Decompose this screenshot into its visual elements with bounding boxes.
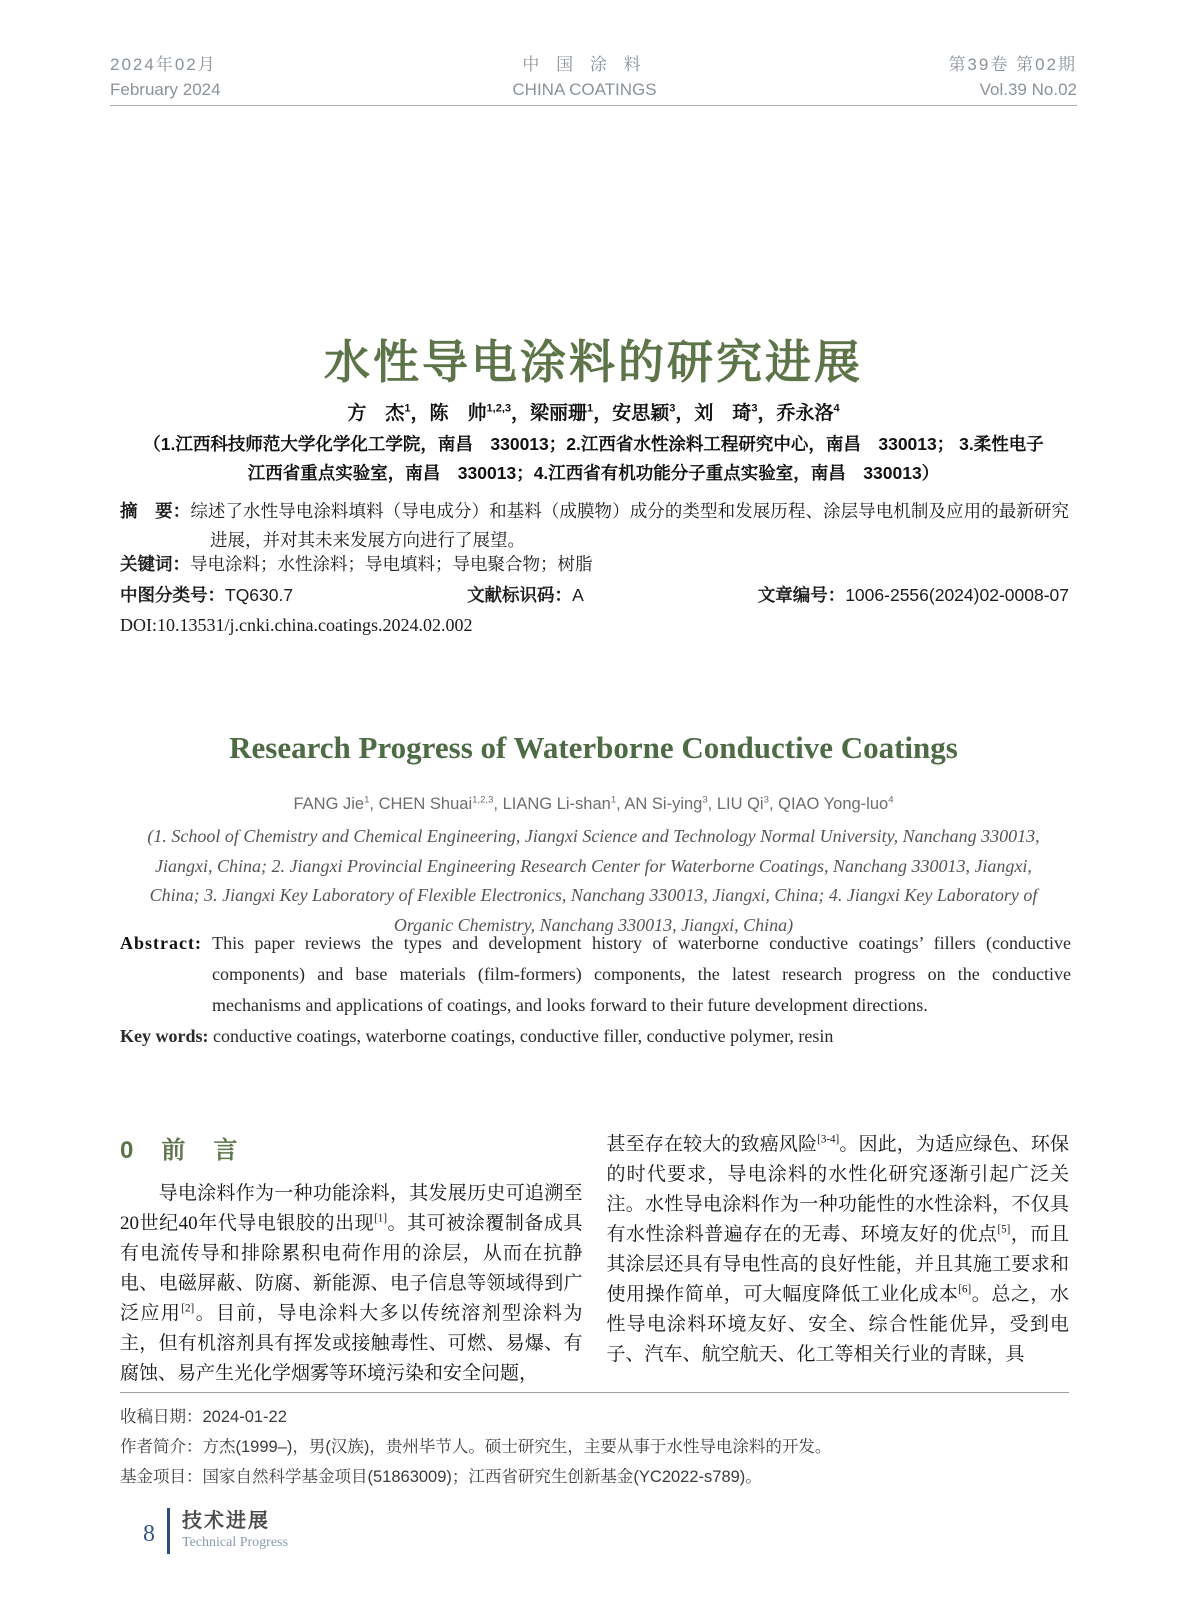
abstract-zh (120, 497, 1069, 555)
journal-header (110, 52, 1077, 102)
document-code: 文献标识码：A (467, 585, 584, 605)
footer-divider-bar (167, 1508, 170, 1554)
clc-number: 中图分类号：TQ630.7 (120, 585, 294, 605)
keywords-en (120, 1026, 1071, 1047)
header-date-zh: 2024年02月 (110, 55, 217, 74)
abstract-zh-text: 综述了水性导电涂料填料（导电成分）和基料（成膜物）成分的类型和发展历程、涂层导电机制及应用的最新研究进展，并对其未来发展方向进行了展望。 (190, 501, 1070, 550)
authors-en: FANG Jie$^1$, CHEN Shuai$^{1,2,3}$, LIANG Li-shan$^1$, AN Si-ying$^3$, LIU Qi$^3$, QIAO Yong-luo$^4$ (293, 794, 894, 813)
footnote-author-bio: 作者简介：方杰(1999–)，男(汉族)，贵州毕节人。硕士研究生，主要从事于水性导电涂料的开发。 (120, 1438, 832, 1456)
body-column-right (607, 1128, 1070, 1386)
abstract-en-text: This paper reviews the types and development history of waterborne conductive coatings’ fillers (conductive components) and base materials (film-formers) components, the latest research progress on the conductive mechanisms and applications of coatings, and looks forward to their future development directions. (212, 933, 1071, 1015)
header-journal-name (512, 52, 656, 102)
abstract-zh-label: 摘 要： (120, 501, 191, 521)
header-rule (110, 105, 1077, 106)
article-id: 文章编号：1006-2556(2024)02-0008-07 (757, 585, 1069, 605)
footnotes-block (120, 1402, 1071, 1492)
keywords-zh-label: 关键词： (120, 554, 190, 574)
keywords-en-label: Key words: (120, 1026, 209, 1046)
affiliations-zh: （1.江西科技师范大学化学化工学院，南昌 330013；2.江西省水性涂料工程研究中心，南昌 330013； 3.柔性电子江西省重点实验室，南昌 330013；4.江西省有机功能分子重点实验室，南昌 330013） (143, 434, 1044, 483)
section-0-paragraph-right: 甚至存在较大的致癌风险[3-4]。因此，为适应绿色、环保的时代要求，导电涂料的水性化研究逐渐引起广泛关注。水性导电涂料作为一种功能性的水性涂料，不仅具有水性涂料普遍存在的无毒、环境友好的优点[5]，而且其涂层还具有导电性高的良好性能，并且其施工要求和使用操作简单，可大幅度降低工业化成本[6]。总之，水性导电涂料环境友好、安全、综合性能优异，受到电子、汽车、航空航天、化工等相关行业的青睐，具 (606, 1133, 1069, 1365)
journal-name-zh: 中 国 涂 料 (522, 55, 647, 74)
abstract-en-label: Abstract: (120, 933, 202, 953)
journal-name-en: CHINA COATINGS (512, 80, 657, 99)
footer-column-zh: 技术进展 (182, 1510, 270, 1532)
header-issue (948, 52, 1077, 102)
abstract-en (120, 928, 1071, 1021)
footnote-received-date: 收稿日期：2024-01-22 (120, 1408, 287, 1426)
affiliations-en: (1. School of Chemistry and Chemical Engineering, Jiangxi Science and Technology Normal University, Nanchang 330013, Jiangxi, China; 2. Jiangxi Provincial Engineering Research Center for Waterborne Coatings, Nanchang 330013, Jiangxi, China; 3. Jiangxi Key Laboratory of Flexible Electronics, Nanchang 330013, Jiangxi, China; 4. Jiangxi Key Laboratory of Organic Chemistry, Nanchang 330013, Jiangxi, China) (147, 826, 1040, 935)
keywords-en-text: conductive coatings, waterborne coatings, conductive filler, conductive polymer, resin (213, 1026, 834, 1046)
footer-column-name (182, 1509, 288, 1553)
header-date-en: February 2024 (110, 80, 221, 99)
doi: DOI:10.13531/j.cnki.china.coatings.2024.02.002 (120, 615, 473, 635)
section-0-paragraph-left: 导电涂料作为一种功能涂料，其发展历史可追溯至20世纪40年代导电银胶的出现[1]。其可被涂覆制备成具有电流传导和排除累积电荷作用的涂层，从而在抗静电、电磁屏蔽、防腐、新能源、电子信息等领域得到广泛应用[2]。目前，导电涂料大多以传统溶剂型涂料为主，但有机溶剂具有挥发或接触毒性、可燃、易爆、有腐蚀、易产生光化学烟雾等环境污染和安全问题， (120, 1183, 583, 1384)
issue-zh: 第39卷 第02期 (948, 55, 1077, 74)
authors-zh: 方 杰$^1$，陈 帅$^{1,2,3}$，梁丽珊$^1$，安思颖$^3$，刘 琦$^3$，乔永洛$^4$ (347, 402, 840, 424)
footnote-rule (120, 1392, 1069, 1393)
body-columns (120, 1128, 1069, 1386)
page-footer (143, 1508, 288, 1554)
footnote-funding: 基金项目：国家自然科学基金项目(51863009)；江西省研究生创新基金(YC2022-s789)。 (120, 1468, 762, 1486)
article-title-en: Research Progress of Waterborne Conductive Coatings (229, 730, 958, 765)
article-title-zh: 水性导电涂料的研究进展 (324, 336, 863, 388)
keywords-zh-text: 导电涂料；水性涂料；导电填料；导电聚合物；树脂 (190, 554, 593, 574)
section-0-heading: 0 前 言 (120, 1137, 240, 1164)
issue-en: Vol.39 No.02 (979, 80, 1077, 99)
header-date (110, 52, 221, 102)
body-column-left (120, 1128, 583, 1386)
page-number: 8 (143, 1521, 155, 1547)
footer-column-en: Technical Progress (182, 1535, 288, 1550)
keywords-zh (120, 550, 1069, 579)
classification-row (120, 582, 1069, 607)
